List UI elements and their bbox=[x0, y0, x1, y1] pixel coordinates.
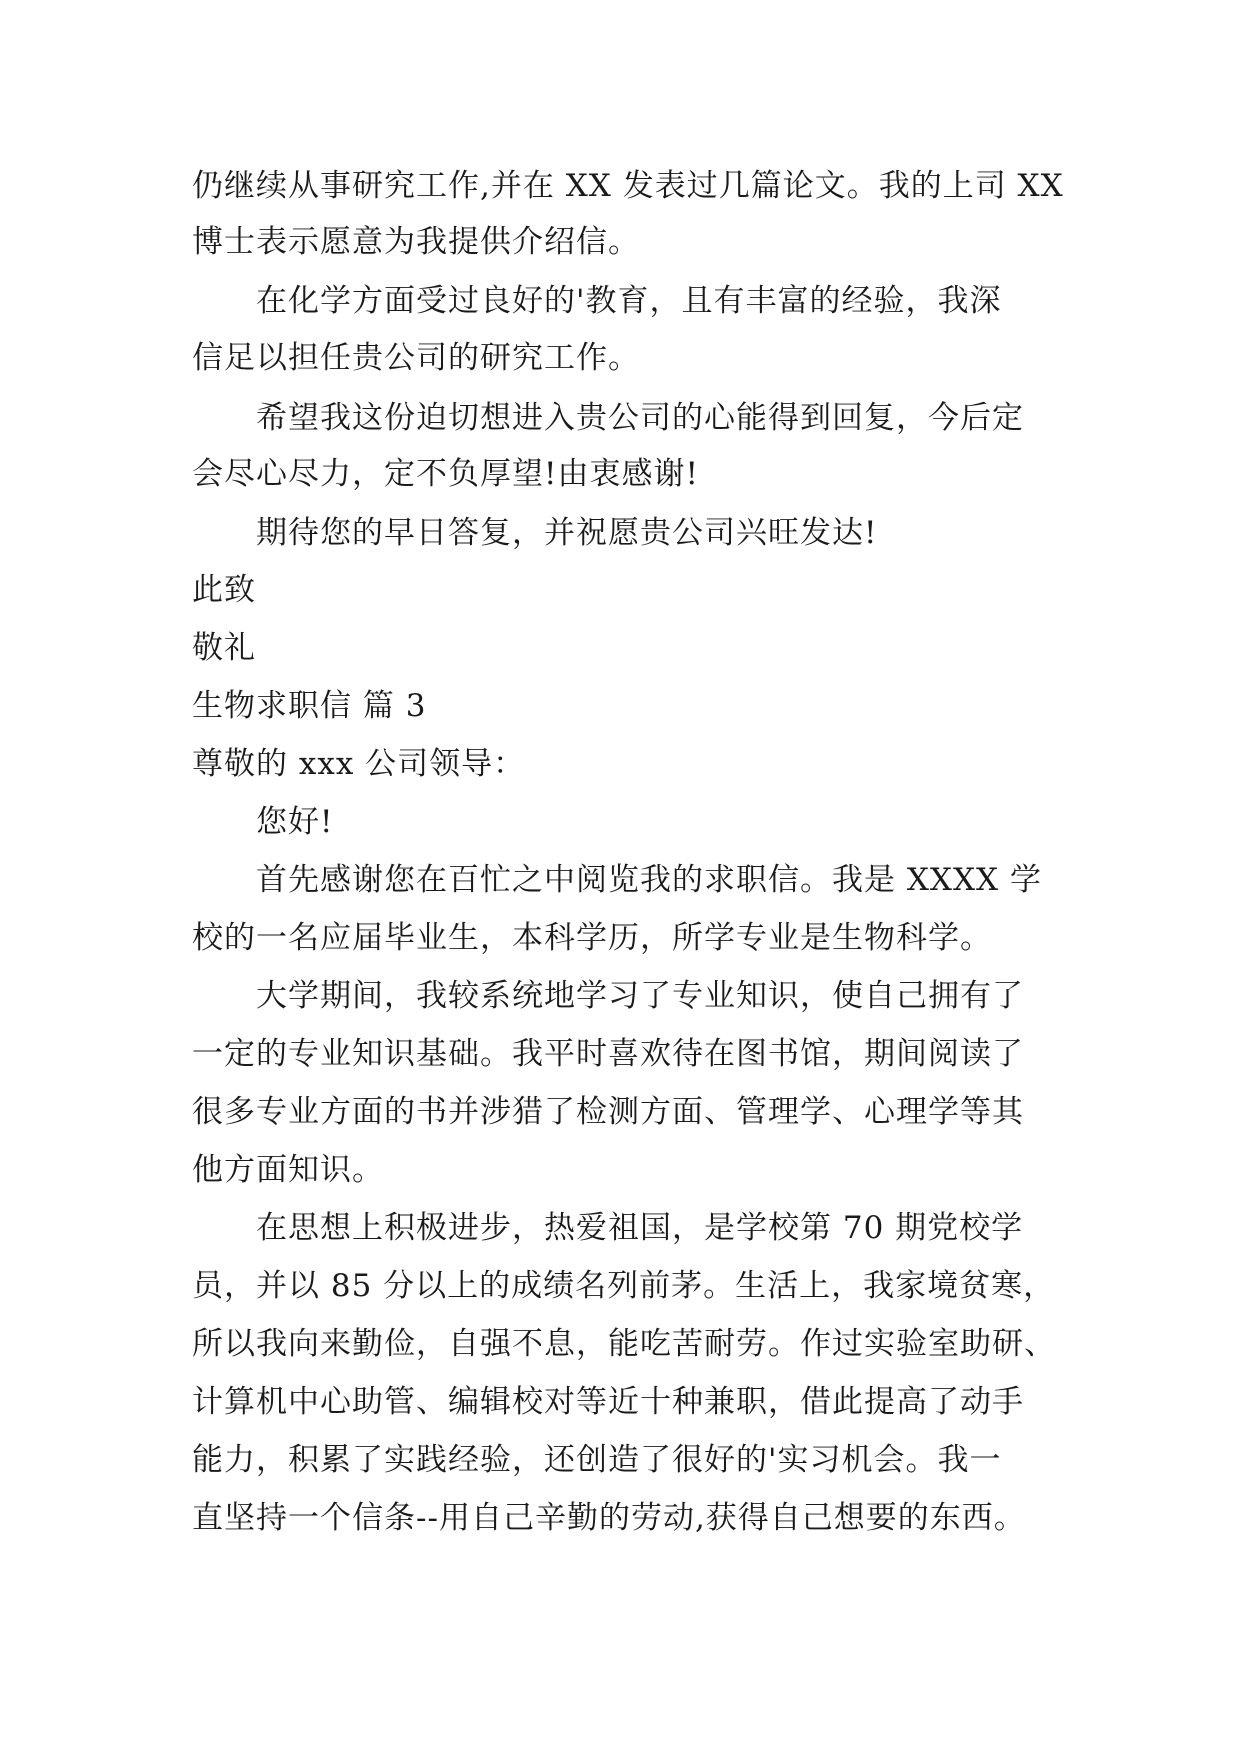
body-text-line: 所以我向来勤俭，自强不息，能吃苦耐劳。作过实验室助研、 bbox=[192, 1326, 1056, 1362]
letter-greeting: 您好! bbox=[256, 804, 334, 840]
paragraph-start-line: 首先感谢您在百忙之中阅览我的求职信。我是 XXXX 学 bbox=[256, 862, 1042, 898]
paragraph-start-line: 大学期间，我较系统地学习了专业知识，使自己拥有了 bbox=[256, 978, 1024, 1014]
body-text-line: 校的一名应届毕业生，本科学历，所学专业是生物科学。 bbox=[192, 920, 992, 956]
body-text-line: 信足以担任贵公司的研究工作。 bbox=[192, 340, 640, 376]
body-text-line: 会尽心尽力，定不负厚望!由衷感谢! bbox=[192, 456, 699, 492]
letter-addressee: 尊敬的 xxx 公司领导： bbox=[192, 746, 526, 782]
body-text-line: 员，并以 85 分以上的成绩名列前茅。生活上，我家境贫寒， bbox=[192, 1268, 1056, 1304]
body-text-line: 计算机中心助管、编辑校对等近十种兼职，借此提高了动手 bbox=[192, 1384, 1024, 1420]
body-text-line: 能力，积累了实践经验，还创造了很好的'实习机会。我一 bbox=[192, 1442, 1002, 1478]
body-text-line: 仍继续从事研究工作,并在 XX 发表过几篇论文。我的上司 XX bbox=[192, 168, 1064, 204]
body-text-line: 他方面知识。 bbox=[192, 1152, 384, 1188]
section-heading: 生物求职信 篇 3 bbox=[192, 688, 427, 724]
body-text-line: 博士表示愿意为我提供介绍信。 bbox=[192, 224, 640, 260]
body-text-line: 直坚持一个信条--用自己辛勤的劳动,获得自己想要的东西。 bbox=[192, 1500, 1026, 1536]
closing-regards: 敬礼 bbox=[192, 630, 256, 666]
paragraph-start-line: 在化学方面受过良好的'教育，且有丰富的经验，我深 bbox=[256, 283, 1002, 319]
body-text-line: 一定的专业知识基础。我平时喜欢待在图书馆，期间阅读了 bbox=[192, 1036, 1024, 1072]
body-text-line: 很多专业方面的书并涉猎了检测方面、管理学、心理学等其 bbox=[192, 1094, 1024, 1130]
paragraph-start-line: 期待您的早日答复，并祝愿贵公司兴旺发达! bbox=[256, 515, 878, 551]
paragraph-start-line: 在思想上积极进步，热爱祖国，是学校第 70 期党校学 bbox=[256, 1210, 1024, 1246]
closing-salutation: 此致 bbox=[192, 572, 256, 608]
paragraph-start-line: 希望我这份迫切想进入贵公司的心能得到回复，今后定 bbox=[256, 400, 1024, 436]
